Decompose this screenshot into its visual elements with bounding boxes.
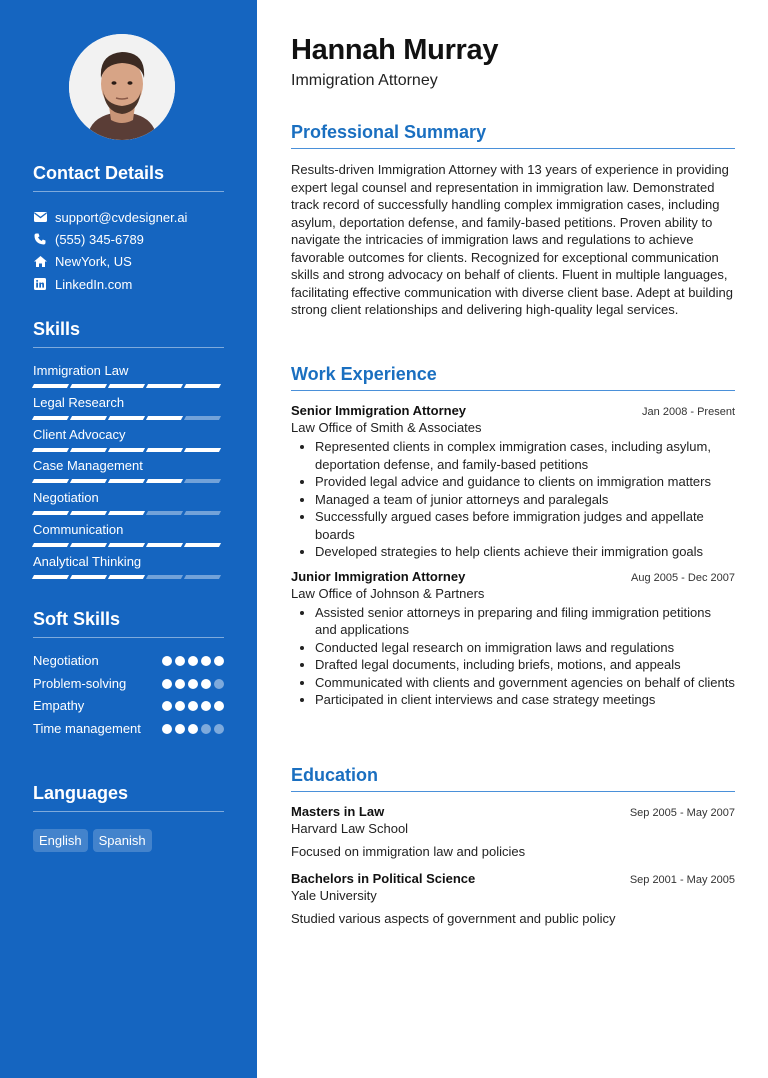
rating-dot — [214, 679, 224, 689]
soft-skills-heading: Soft Skills — [33, 609, 224, 638]
skill-level-segment — [184, 448, 221, 452]
contact-linkedin-text[interactable]: LinkedIn.com — [55, 276, 133, 292]
skill-label: Negotiation — [33, 490, 99, 506]
language-list — [33, 829, 224, 852]
rating-dot — [188, 724, 198, 734]
languages-section — [33, 783, 224, 852]
job-bullet: • Developed strategies to help clients achieve their immigration goals — [315, 543, 735, 561]
soft-skill-label: Negotiation — [33, 653, 99, 668]
degree-description: Focused on immigration law and policies — [291, 844, 526, 859]
job-bullet: • Assisted senior attorneys in preparing and filing immigration petitions and applications — [315, 604, 735, 639]
skill-label: Case Management — [33, 458, 143, 474]
envelope-icon — [33, 210, 47, 224]
home-icon — [33, 255, 47, 269]
job-dates: Aug 2005 - Dec 2007 — [631, 571, 735, 584]
rating-dot — [188, 701, 198, 711]
education-section — [291, 765, 735, 926]
skill-item — [33, 554, 224, 586]
skill-level-segment — [70, 479, 107, 483]
skill-level-segment — [108, 384, 145, 388]
rating-dot — [175, 656, 185, 666]
job-bullet: • Managed a team of junior attorneys and paralegals — [315, 491, 735, 509]
language-tag: English — [33, 829, 88, 852]
skills-heading: Skills — [33, 319, 224, 348]
soft-skill-label: Empathy — [33, 698, 85, 713]
skill-level-bar — [33, 575, 224, 579]
languages-heading: Languages — [33, 783, 224, 812]
skill-level-segment — [70, 543, 107, 547]
degree-title: Masters in Law — [291, 804, 385, 819]
education-entry — [291, 871, 735, 926]
job-dates: Jan 2008 - Present — [642, 406, 735, 418]
skill-level-segment — [146, 448, 183, 452]
soft-skill-rating — [162, 697, 224, 711]
contact-heading: Contact Details — [33, 163, 224, 192]
rating-dot — [175, 679, 185, 689]
school-name: Yale University — [291, 888, 377, 903]
skill-level-segment — [108, 416, 145, 420]
job-bullets — [291, 438, 735, 561]
job-bullet: • Successfully argued cases before immigration judges and appellate boards — [315, 508, 735, 543]
skill-level-segment — [108, 448, 145, 452]
skill-level-segment — [70, 448, 107, 452]
skill-level-segment — [184, 511, 221, 515]
skill-level-segment — [32, 575, 69, 579]
skill-label: Analytical Thinking — [33, 553, 142, 569]
job-entry — [291, 403, 735, 561]
rating-dot — [201, 656, 211, 666]
rating-dot — [214, 656, 224, 666]
rating-dot — [201, 724, 211, 734]
skill-label: Communication — [33, 521, 124, 537]
skill-level-bar — [33, 416, 224, 420]
skill-level-segment — [184, 575, 221, 579]
candidate-role: Immigration Attorney — [291, 72, 438, 89]
contact-phone-text: (555) 345-6789 — [55, 231, 144, 247]
profile-photo — [69, 34, 175, 140]
skill-level-segment — [32, 416, 69, 420]
summary-section — [291, 122, 735, 319]
soft-skill-item — [33, 652, 224, 675]
skill-level-bar — [33, 384, 224, 388]
skill-label: Client Advocacy — [33, 426, 126, 442]
skill-level-bar — [33, 448, 224, 452]
degree-title: Bachelors in Political Science — [291, 871, 476, 886]
skill-level-segment — [108, 479, 145, 483]
skill-level-bar — [33, 479, 224, 483]
contact-location — [33, 251, 224, 273]
skill-label: Immigration Law — [33, 363, 129, 378]
job-title: Senior Immigration Attorney — [291, 403, 467, 418]
language-tag: Spanish — [93, 829, 152, 852]
rating-dot — [214, 701, 224, 711]
school-name: Harvard Law School — [291, 821, 409, 836]
soft-skill-rating — [162, 720, 224, 734]
job-entry — [291, 569, 735, 709]
skill-level-segment — [32, 384, 69, 388]
rating-dot — [188, 656, 198, 666]
skill-item — [33, 458, 224, 490]
skill-level-segment — [146, 416, 183, 420]
job-bullet: • Provided legal advice and guidance to clients on immigration matters — [315, 473, 735, 491]
contact-list — [33, 206, 224, 295]
skill-level-segment — [146, 479, 183, 483]
job-bullet: • Participated in client interviews and case strategy meetings — [315, 691, 735, 709]
contact-email — [33, 206, 224, 228]
skill-level-bar — [33, 511, 224, 515]
degree-dates: Sep 2005 - May 2007 — [629, 807, 735, 819]
skill-level-segment — [70, 575, 107, 579]
job-company: Law Office of Smith & Associates — [291, 420, 482, 435]
job-company: Law Office of Johnson & Partners — [291, 585, 485, 601]
skill-level-segment — [32, 479, 69, 483]
skill-level-segment — [32, 543, 69, 547]
skill-item — [33, 427, 224, 459]
skill-item — [33, 522, 224, 554]
skill-item — [33, 395, 224, 427]
soft-skill-label: Time management — [33, 720, 141, 736]
rating-dot — [188, 679, 198, 689]
skill-level-segment — [70, 384, 107, 388]
skill-level-segment — [108, 511, 145, 515]
skill-level-segment — [108, 543, 145, 547]
experience-heading: Work Experience — [291, 364, 735, 391]
degree-description: Studied various aspects of government and public policy — [291, 911, 616, 926]
rating-dot — [201, 701, 211, 711]
skill-item — [33, 363, 224, 395]
rating-dot — [162, 679, 172, 689]
rating-dot — [162, 724, 172, 734]
skill-level-bar — [33, 543, 224, 547]
skill-level-segment — [146, 511, 183, 515]
skill-list — [33, 363, 224, 586]
skill-level-segment — [146, 543, 183, 547]
job-bullet: • Conducted legal research on immigration laws and regulations — [315, 639, 735, 657]
soft-skill-item — [33, 697, 224, 720]
sidebar — [0, 0, 257, 1078]
contact-section — [33, 163, 224, 295]
skill-level-segment — [108, 575, 145, 579]
skill-level-segment — [32, 511, 69, 515]
degree-dates: Sep 2001 - May 2005 — [629, 874, 735, 886]
soft-skills-section — [33, 609, 224, 742]
rating-dot — [201, 679, 211, 689]
summary-text: Results-driven Immigration Attorney with 13 years of experience in providing expert legal counsel and representation in immigration law. Demonstrated track record of successfully handling complex immigration cases, including asylum, deportation defense, and family-based petitions. Proven ability to navigate the intricacies of immigration laws and regulations to achieve favorable outcomes for clients. Recognized for exceptional communication skills and strong advocacy on behalf of clients. Fluent in multiple languages, facilitating effective communication with diverse client base. Adept at building strong client relationships and delivering high-quality legal services. — [291, 162, 734, 317]
rating-dot — [214, 724, 224, 734]
skill-level-segment — [32, 448, 69, 452]
job-bullet: • Communicated with clients and government agencies on behalf of clients — [315, 674, 735, 692]
rating-dot — [175, 724, 185, 734]
contact-linkedin[interactable] — [33, 273, 224, 295]
skill-item — [33, 490, 224, 522]
contact-location-text: NewYork, US — [55, 254, 132, 270]
phone-icon — [33, 232, 47, 246]
rating-dot — [175, 701, 185, 711]
skill-level-segment — [184, 543, 221, 547]
linkedin-icon — [33, 277, 47, 291]
job-bullets — [291, 604, 735, 709]
skill-level-segment — [146, 575, 183, 579]
soft-skill-rating — [162, 675, 224, 689]
skill-level-segment — [184, 416, 221, 420]
rating-dot — [162, 701, 172, 711]
skill-level-segment — [184, 384, 221, 388]
job-bullet: • Drafted legal documents, including briefs, motions, and appeals — [315, 656, 735, 674]
skill-label: Legal Research — [33, 394, 125, 410]
soft-skill-item — [33, 675, 224, 698]
summary-heading: Professional Summary — [291, 122, 735, 149]
skill-level-segment — [70, 511, 107, 515]
candidate-name: Hannah Murray — [291, 34, 499, 66]
skill-level-segment — [184, 479, 221, 483]
job-bullet: • Represented clients in complex immigration cases, including asylum, deportation defense, and family-based petitions — [315, 438, 735, 473]
soft-skill-rating — [162, 652, 224, 666]
rating-dot — [162, 656, 172, 666]
skill-level-segment — [70, 416, 107, 420]
education-entry — [291, 804, 735, 859]
soft-skill-label: Problem-solving — [33, 675, 127, 691]
avatar — [69, 34, 175, 140]
education-heading: Education — [291, 765, 735, 792]
contact-phone — [33, 228, 224, 250]
job-title: Junior Immigration Attorney — [291, 568, 466, 584]
soft-skill-item — [33, 720, 224, 743]
experience-section — [291, 364, 735, 709]
skill-level-segment — [146, 384, 183, 388]
contact-email-text: support@cvdesigner.ai — [55, 209, 188, 225]
skills-section — [33, 319, 224, 586]
soft-skill-list — [33, 652, 224, 742]
